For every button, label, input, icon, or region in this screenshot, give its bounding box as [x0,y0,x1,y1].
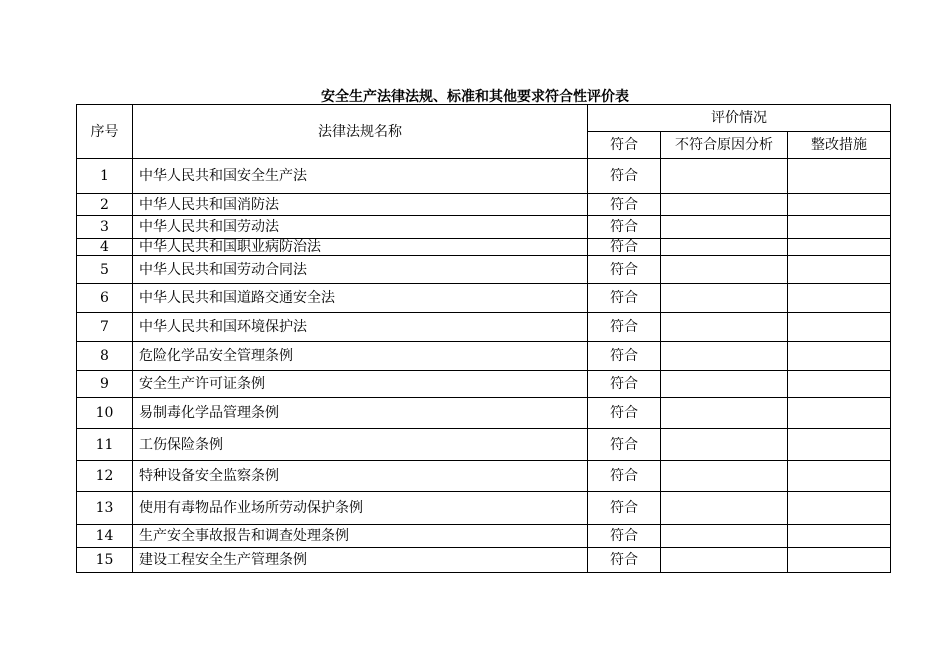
row-number: 14 [77,525,133,548]
row-rectification[interactable] [788,461,891,492]
row-number: 5 [77,256,133,284]
table-row [77,398,891,429]
row-number: 12 [77,461,133,492]
row-nonconform-reason[interactable] [661,525,788,548]
row-rectification[interactable] [788,159,891,194]
header-conform: 符合 [588,132,661,159]
row-law-name: 使用有毒物品作业场所劳动保护条例 [133,492,588,525]
row-number: 9 [77,371,133,398]
row-law-name: 安全生产许可证条例 [133,371,588,398]
row-law-name: 特种设备安全监察条例 [133,461,588,492]
row-law-name: 中华人民共和国劳动法 [133,216,588,239]
row-nonconform-reason[interactable] [661,239,788,256]
row-rectification[interactable] [788,371,891,398]
row-conform: 符合 [588,284,661,313]
row-rectification[interactable] [788,548,891,573]
table-row [77,159,891,194]
row-law-name: 危险化学品安全管理条例 [133,342,588,371]
table-row [77,461,891,492]
row-law-name: 中华人民共和国职业病防治法 [133,239,588,256]
header-row-1 [77,105,891,132]
row-law-name: 生产安全事故报告和调查处理条例 [133,525,588,548]
row-conform: 符合 [588,371,661,398]
row-number: 3 [77,216,133,239]
row-nonconform-reason[interactable] [661,398,788,429]
row-rectification[interactable] [788,256,891,284]
header-evaluation: 评价情况 [588,105,891,132]
row-conform: 符合 [588,461,661,492]
row-number: 6 [77,284,133,313]
table-row [77,216,891,239]
row-nonconform-reason[interactable] [661,284,788,313]
row-number: 8 [77,342,133,371]
document-title: 安全生产法律法规、标准和其他要求符合性评价表 [321,89,629,105]
table-row [77,525,891,548]
row-rectification[interactable] [788,492,891,525]
row-nonconform-reason[interactable] [661,313,788,342]
row-nonconform-reason[interactable] [661,216,788,239]
row-law-name: 中华人民共和国环境保护法 [133,313,588,342]
table-row [77,194,891,216]
header-seq: 序号 [77,105,133,159]
row-law-name: 中华人民共和国消防法 [133,194,588,216]
row-rectification[interactable] [788,342,891,371]
table-row [77,313,891,342]
table-row [77,284,891,313]
row-conform: 符合 [588,159,661,194]
row-rectification[interactable] [788,239,891,256]
row-conform: 符合 [588,492,661,525]
compliance-evaluation-table [76,104,891,573]
table-row [77,256,891,284]
row-rectification[interactable] [788,284,891,313]
row-nonconform-reason[interactable] [661,194,788,216]
row-rectification[interactable] [788,313,891,342]
row-number: 2 [77,194,133,216]
row-conform: 符合 [588,216,661,239]
row-conform: 符合 [588,342,661,371]
row-number: 15 [77,548,133,573]
row-number: 4 [77,239,133,256]
table-row [77,492,891,525]
row-nonconform-reason[interactable] [661,548,788,573]
row-nonconform-reason[interactable] [661,461,788,492]
table-row [77,342,891,371]
row-rectification[interactable] [788,525,891,548]
header-rectification: 整改措施 [788,132,891,159]
row-law-name: 中华人民共和国安全生产法 [133,159,588,194]
row-rectification[interactable] [788,398,891,429]
row-conform: 符合 [588,398,661,429]
row-conform: 符合 [588,256,661,284]
row-number: 13 [77,492,133,525]
row-number: 10 [77,398,133,429]
header-law-name: 法律法规名称 [133,105,588,159]
row-conform: 符合 [588,194,661,216]
row-nonconform-reason[interactable] [661,492,788,525]
row-conform: 符合 [588,525,661,548]
row-rectification[interactable] [788,216,891,239]
table-row [77,429,891,461]
row-law-name: 易制毒化学品管理条例 [133,398,588,429]
row-law-name: 建设工程安全生产管理条例 [133,548,588,573]
table-row [77,548,891,573]
row-nonconform-reason[interactable] [661,256,788,284]
table-body [77,159,891,573]
row-law-name: 中华人民共和国道路交通安全法 [133,284,588,313]
row-nonconform-reason[interactable] [661,429,788,461]
row-number: 11 [77,429,133,461]
row-law-name: 工伤保险条例 [133,429,588,461]
row-conform: 符合 [588,548,661,573]
row-nonconform-reason[interactable] [661,342,788,371]
row-rectification[interactable] [788,194,891,216]
row-conform: 符合 [588,429,661,461]
row-conform: 符合 [588,313,661,342]
row-nonconform-reason[interactable] [661,371,788,398]
row-conform: 符合 [588,239,661,256]
table-row [77,239,891,256]
table-row [77,371,891,398]
row-number: 7 [77,313,133,342]
row-law-name: 中华人民共和国劳动合同法 [133,256,588,284]
header-nonconform-reason: 不符合原因分析 [661,132,788,159]
row-nonconform-reason[interactable] [661,159,788,194]
row-rectification[interactable] [788,429,891,461]
row-number: 1 [77,159,133,194]
